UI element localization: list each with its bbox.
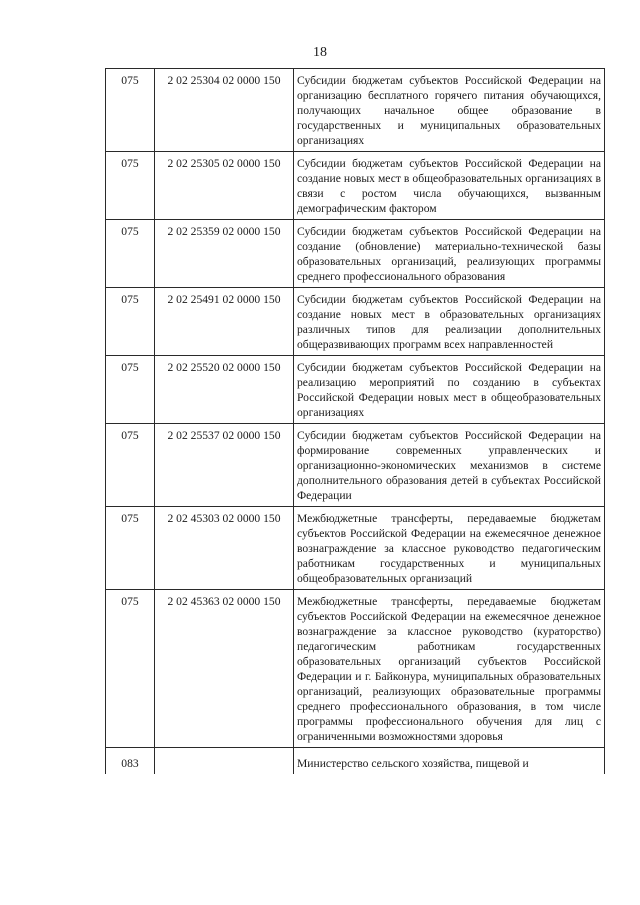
- description-cell: Субсидии бюджетам субъектов Российской Федерации на реализацию мероприятий по созданию в субъектах Российской Федерации новых мест в общеобразовательных организациях: [294, 356, 605, 424]
- budget-code-cell: [155, 748, 294, 775]
- table-row: [106, 152, 605, 220]
- admin-code-cell: 075: [106, 507, 155, 590]
- admin-code-cell: 075: [106, 288, 155, 356]
- description-cell: Межбюджетные трансферты, передаваемые бюджетам субъектов Российской Федерации на ежемесячное денежное вознаграждение за классное руководство педагогическим работникам государственных и муниципальных общеобразовательных организаций: [294, 507, 605, 590]
- admin-code-cell: 075: [106, 424, 155, 507]
- table-row: [106, 424, 605, 507]
- page-number: 18: [313, 45, 327, 60]
- admin-code-cell: 075: [106, 590, 155, 748]
- table-row: [106, 356, 605, 424]
- budget-code-cell: 2 02 25537 02 0000 150: [155, 424, 294, 507]
- budget-code-cell: 2 02 25305 02 0000 150: [155, 152, 294, 220]
- budget-code-cell: 2 02 25520 02 0000 150: [155, 356, 294, 424]
- budget-code-cell: 2 02 25304 02 0000 150: [155, 69, 294, 152]
- description-cell: Субсидии бюджетам субъектов Российской Федерации на формирование современных управленческих и организационно-экономических механизмов в системе дополнительного образования детей в субъектах Российской Федерации: [294, 424, 605, 507]
- admin-code-cell: 075: [106, 356, 155, 424]
- admin-code-cell: 083: [106, 748, 155, 775]
- description-cell: Министерство сельского хозяйства, пищевой и: [294, 748, 605, 775]
- table-row: [106, 220, 605, 288]
- description-cell: Субсидии бюджетам субъектов Российской Федерации на создание новых мест в образовательных организациях различных типов для реализации дополнительных общеразвивающих программ всех направленностей: [294, 288, 605, 356]
- table-row: [106, 69, 605, 152]
- table-row: [106, 288, 605, 356]
- budget-code-cell: 2 02 45303 02 0000 150: [155, 507, 294, 590]
- description-cell: Субсидии бюджетам субъектов Российской Федерации на организацию бесплатного горячего питания обучающихся, получающих начальное общее образование в государственных и муниципальных образовательных организациях: [294, 69, 605, 152]
- description-cell: Субсидии бюджетам субъектов Российской Федерации на создание новых мест в общеобразовательных организациях в связи с ростом числа обучающихся, вызванным демографическим фактором: [294, 152, 605, 220]
- description-cell: Межбюджетные трансферты, передаваемые бюджетам субъектов Российской Федерации на ежемесячное денежное вознаграждение за классное руководство (кураторство) педагогическим работникам государственных образовательных организаций субъектов Российской Федерации и г. Байконура, муниципальных образовательных организаций, реализующих образовательные программы среднего профессионального образования, в том числе программы профессионального обучения для лиц с ограниченными возможностями здоровья: [294, 590, 605, 748]
- description-cell: Субсидии бюджетам субъектов Российской Федерации на создание (обновление) материально-технической базы образовательных организаций, реализующих программы среднего профессионального образования: [294, 220, 605, 288]
- table-row: [106, 590, 605, 748]
- budget-classification-table: [105, 68, 605, 774]
- admin-code-cell: 075: [106, 152, 155, 220]
- budget-code-cell: 2 02 25359 02 0000 150: [155, 220, 294, 288]
- table-row: [106, 507, 605, 590]
- budget-code-cell: 2 02 25491 02 0000 150: [155, 288, 294, 356]
- admin-code-cell: 075: [106, 69, 155, 152]
- admin-code-cell: 075: [106, 220, 155, 288]
- budget-code-cell: 2 02 45363 02 0000 150: [155, 590, 294, 748]
- table-row: [106, 748, 605, 775]
